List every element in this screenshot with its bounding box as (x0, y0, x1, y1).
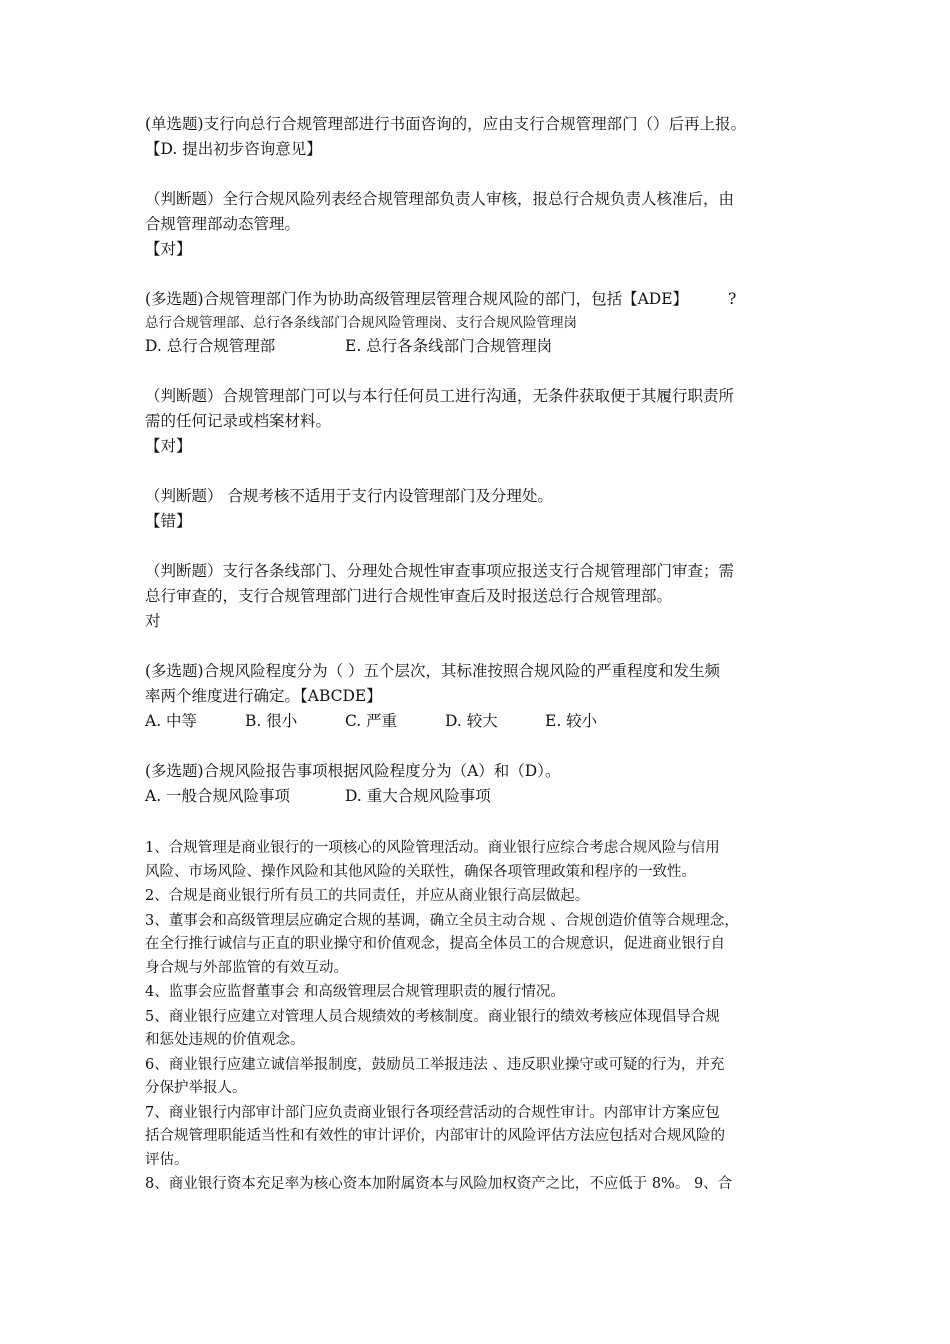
list-item (145, 885, 813, 909)
question-3 (145, 287, 813, 359)
question-text-main: (多选题)合规管理部门作为协助高级管理层管理合规风险的部门，包括【ADE】 (145, 290, 689, 308)
list-item-line: 风险、市场风险、操作风险和其他风险的关联性，确保各项管理政策和程序的一致性。 (145, 863, 696, 880)
question-text: (多选题)合规风险程度分为（ ）五个层次，其标准按照合规风险的严重程度和发生频 (145, 662, 721, 680)
options (145, 784, 813, 809)
list-item-line: 3、董事会和高级管理层应确定合规的基调，确立全员主动合规 、合规创造价值等合规理念， (145, 912, 739, 929)
question-2 (145, 187, 813, 262)
list-item-line: 括合规管理职能适当性和有效性的审计评价，内部审计的风险评估方法应包括对合规风险的 (145, 1128, 725, 1144)
answer: 【对】 (145, 240, 192, 258)
document-body (145, 112, 813, 1198)
question-8 (145, 759, 813, 809)
answer: 对 (145, 612, 161, 630)
option-d: D. 总行合规管理部 (145, 337, 276, 355)
options (145, 334, 813, 359)
list-item (145, 1006, 813, 1053)
list-item (145, 981, 813, 1005)
option-e: E. 总行各条线部门合规管理岗 (345, 337, 553, 355)
question-text: （判断题）合规管理部门可以与本行任何员工进行沟通，无条件获取便于其履行职责所 (145, 387, 735, 405)
answer: 【错】 (145, 512, 192, 530)
list-item-line: 4、监事会应监督董事会 和高级管理层合规管理职责的履行情况。 (145, 984, 565, 1000)
option-a: A. 一般合规风险事项 (145, 787, 291, 805)
option-c: C. 严重 (345, 712, 398, 730)
list-item (145, 1102, 813, 1173)
question-1 (145, 112, 813, 162)
question-text: (单选题)支行向总行合规管理部进行书面咨询的，应由支行合规管理部门（）后再上报。 (145, 115, 747, 133)
list-item-line: 7、商业银行内部审计部门应负责商业银行各项经营活动的合规性审计。内部审计方案应包 (145, 1104, 720, 1121)
list-item-line: 身合规与外部监管的有效互动。 (145, 959, 348, 976)
list-item-line: 评估。 (145, 1151, 189, 1168)
options (145, 709, 813, 734)
question-text: （判断题）全行合规风险列表经合规管理部负责人审核，报总行合规负责人核准后，由 (145, 190, 735, 208)
option-a: A. 中等 (145, 712, 198, 730)
question-text: 率两个维度进行确定。【ABCDE】 (145, 687, 382, 705)
option-d: D. 较大 (445, 712, 498, 730)
list-item-line: 6、商业银行应建立诚信举报制度，鼓励员工举报违法 、违反职业操守或可疑的行为，并充 (145, 1056, 725, 1073)
list-item-line: 和惩处违规的价值观念。 (145, 1032, 305, 1048)
question-text: （判断题） 合规考核不适用于支行内设管理部门及分理处。 (145, 487, 553, 505)
list-item (145, 910, 813, 981)
list-item (145, 1054, 813, 1101)
option-e: E. 较小 (545, 712, 598, 730)
question-7 (145, 659, 813, 734)
question-text: （判断题）支行各条线部门、分理处合规性审查事项应报送支行合规管理部门审查；需 (145, 562, 735, 580)
question-6 (145, 559, 813, 634)
question-text: (多选题)合规风险报告事项根据风险程度分为（A）和（D）。 (145, 762, 561, 780)
question-text: 总行审查的，支行合规管理部门进行合规性审查后及时报送总行合规管理部。 (145, 587, 673, 605)
question-5 (145, 484, 813, 534)
list-item-line: 在全行推行诚信与正直的职业操守和价值观念，提高全体员工的合规意识，促进商业银行自 (145, 936, 725, 952)
list-item-line: 分保护举报人。 (145, 1080, 247, 1096)
answer: 【D. 提出初步咨询意见】 (145, 140, 322, 158)
list-item (145, 837, 813, 884)
answer: 【对】 (145, 437, 192, 455)
option-b: B. 很小 (245, 712, 298, 730)
question-text: 合规管理部动态管理。 (145, 215, 301, 233)
list-item-line: 2、合规是商业银行所有员工的共同责任，并应从商业银行高层做起。 (145, 888, 590, 904)
question-mark: ? (728, 290, 737, 308)
question-subtext: 总行合规管理部、总行各条线部门合规风险管理岗、支行合规风险管理岗 (145, 315, 577, 331)
question-text (145, 287, 813, 312)
list-item (145, 1173, 813, 1197)
question-text: 需的任何记录或档案材料。 (145, 412, 332, 430)
question-4 (145, 384, 813, 459)
list-item-line: 1、合规管理是商业银行的一项核心的风险管理活动。商业银行应综合考虑合规风险与信用 (145, 840, 720, 856)
list-item-line: 5、商业银行应建立对管理人员合规绩效的考核制度。商业银行的绩效考核应体现倡导合规 (145, 1008, 720, 1025)
numbered-list (145, 837, 813, 1197)
list-item-line: 8、商业银行资本充足率为核心资本加附属资本与风险加权资产之比，不应低于 8%。 9、合 (145, 1176, 733, 1192)
option-d: D. 重大合规风险事项 (345, 787, 491, 805)
